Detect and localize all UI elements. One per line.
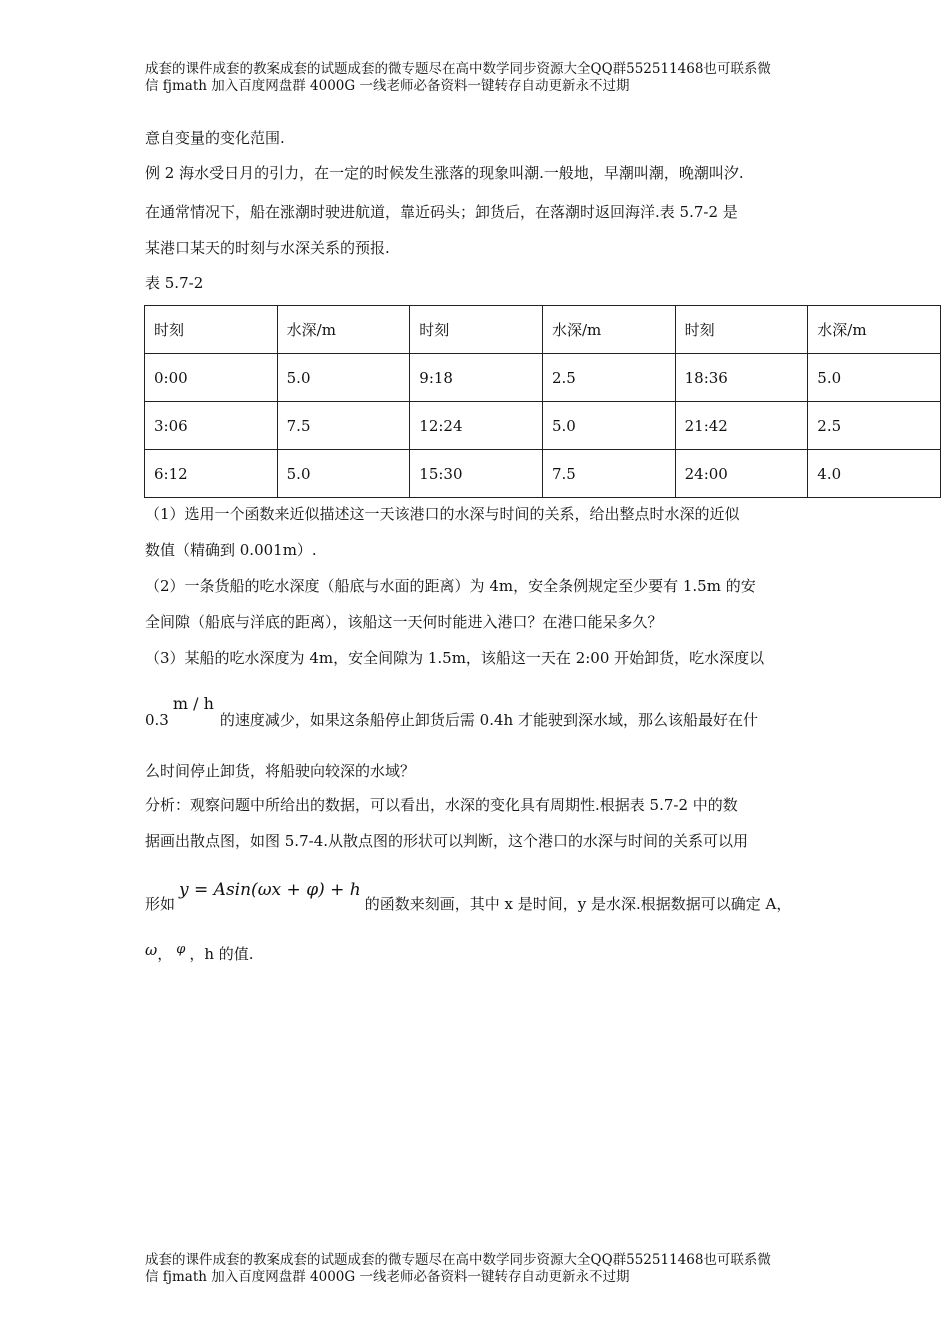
header-cell: 时刻 — [675, 306, 808, 354]
question-2-line-2: 全间隙（船底与洋底的距离），该船这一天何时能进入港口？在港口能呆多久？ — [145, 613, 663, 631]
table-cell: 5.0 — [277, 354, 410, 402]
header-cell: 时刻 — [410, 306, 543, 354]
analysis-line-4: ω， φ ，h 的值. — [145, 941, 254, 963]
header-cell: 水深/m — [542, 306, 675, 354]
question-3-line-2 — [145, 694, 825, 730]
table-cell: 12:24 — [410, 402, 543, 450]
analysis-line-3-prefix: 形如 — [145, 895, 176, 913]
table-cell: 5.0 — [808, 354, 941, 402]
analysis-line-4-text: h 的值. — [204, 945, 254, 963]
header-cell: 水深/m — [808, 306, 941, 354]
table-cell: 21:42 — [675, 402, 808, 450]
header-line-2: 信 fjmath 加入百度网盘群 4000G 一线老师必备资料一键转存自动更新永不过期 — [145, 78, 630, 94]
question-1-line-2: 数值（精确到 0.001m）. — [145, 541, 317, 559]
table-cell: 3:06 — [145, 402, 278, 450]
header-cell: 水深/m — [277, 306, 410, 354]
phi-symbol: φ — [176, 942, 186, 957]
table-cell: 6:12 — [145, 450, 278, 498]
table-cell: 7.5 — [542, 450, 675, 498]
analysis-line-3 — [145, 880, 825, 914]
footer-notice — [145, 1252, 825, 1286]
table-cell: 5.0 — [542, 402, 675, 450]
intro-line: 意自变量的变化范围. — [145, 129, 285, 147]
analysis-line-3-suffix: 的函数来刻画，其中 x 是时间，y 是水深.根据数据可以确定 A， — [364, 895, 792, 913]
table-cell: 4.0 — [808, 450, 941, 498]
question-1-line-1: （1）选用一个函数来近似描述这一天该港口的水深与时间的关系，给出整点时水深的近似 — [145, 505, 740, 523]
table-header-row — [145, 306, 941, 354]
header-notice — [145, 61, 825, 95]
header-line-1: 成套的课件成套的教案成套的试题成套的微专题尽在高中数学同步资源大全QQ群552511468也可联系微 — [145, 61, 771, 77]
example-line-2: 在通常情况下，船在涨潮时驶进航道，靠近码头；卸货后，在落潮时返回海洋.表 5.7-2 是 — [145, 203, 738, 221]
table-cell: 7.5 — [277, 402, 410, 450]
table-caption: 表 5.7-2 — [145, 274, 204, 292]
table-cell: 0:00 — [145, 354, 278, 402]
rate-value: 0.3 — [145, 711, 169, 729]
table-cell: 15:30 — [410, 450, 543, 498]
footer-line-1: 成套的课件成套的教案成套的试题成套的微专题尽在高中数学同步资源大全QQ群552511468也可联系微 — [145, 1252, 771, 1268]
sine-formula: y = Asin(ωx + φ) + h — [179, 880, 361, 900]
table-cell: 18:36 — [675, 354, 808, 402]
example-line-1: 例 2 海水受日月的引力，在一定的时候发生涨落的现象叫潮.一般地，早潮叫潮，晚潮叫汐. — [145, 164, 744, 182]
rate-unit: m / h — [172, 694, 214, 713]
table-cell: 24:00 — [675, 450, 808, 498]
table-row — [145, 354, 941, 402]
question-3-line-3: 么时间停止卸货，将船驶向较深的水域？ — [145, 762, 416, 780]
header-cell: 时刻 — [145, 306, 278, 354]
tide-table — [144, 305, 941, 498]
footer-line-2: 信 fjmath 加入百度网盘群 4000G 一线老师必备资料一键转存自动更新永不过期 — [145, 1269, 630, 1285]
table-row — [145, 450, 941, 498]
omega-symbol: ω — [145, 941, 158, 959]
table-cell: 5.0 — [277, 450, 410, 498]
table-cell: 9:18 — [410, 354, 543, 402]
analysis-line-2: 据画出散点图，如图 5.7-4.从散点图的形状可以判断，这个港口的水深与时间的关系可以用 — [145, 832, 749, 850]
analysis-line-1: 分析：观察问题中所给出的数据，可以看出，水深的变化具有周期性.根据表 5.7-2 中的数 — [145, 796, 738, 814]
table-row — [145, 402, 941, 450]
table-cell: 2.5 — [808, 402, 941, 450]
question-2-line-1: （2）一条货船的吃水深度（船底与水面的距离）为 4m，安全条例规定至少要有 1.5m 的安 — [145, 577, 756, 595]
example-line-3: 某港口某天的时刻与水深关系的预报. — [145, 239, 390, 257]
question-3-line-1: （3）某船的吃水深度为 4m，安全间隙为 1.5m，该船这一天在 2:00 开始卸货，吃水深度以 — [145, 649, 765, 667]
table-cell: 2.5 — [542, 354, 675, 402]
question-3-line-2-text: 的速度减少，如果这条船停止卸货后需 0.4h 才能驶到深水域，那么该船最好在什 — [219, 711, 758, 729]
